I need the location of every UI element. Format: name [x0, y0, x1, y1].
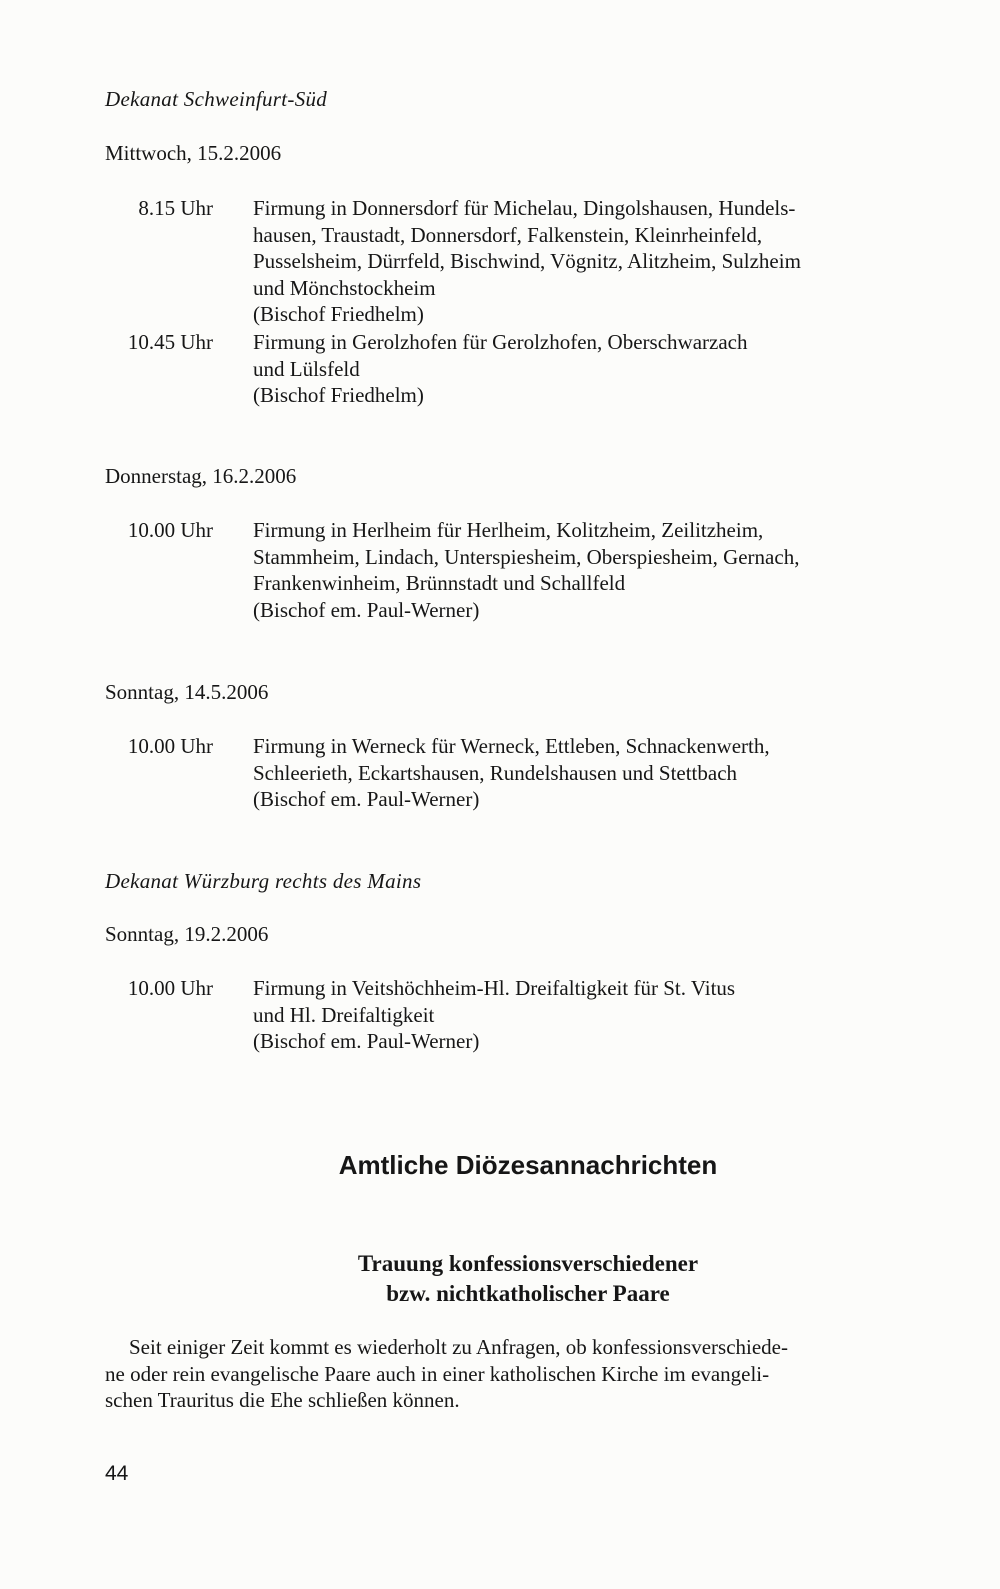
- dekanat-heading-wuerzburg: Dekanat Würzburg rechts des Mains: [105, 869, 422, 893]
- dekanat-heading-schweinfurt-sued: Dekanat Schweinfurt-Süd: [105, 87, 328, 111]
- event-line: hausen, Traustadt, Donnersdorf, Falkenstein, Kleinrheinfeld,: [253, 222, 763, 247]
- event-line: und Mönchstockheim: [253, 275, 436, 300]
- event-line: und Lülsfeld: [253, 356, 360, 381]
- event-line: Firmung in Werneck für Werneck, Ettleben, Schnackenwerth,: [253, 734, 770, 758]
- date-heading: Sonntag, 19.2.2006: [105, 922, 269, 946]
- event-time: 10.00 Uhr: [127, 518, 213, 542]
- event-line: Frankenwinheim, Brünnstadt und Schallfeld: [253, 571, 626, 595]
- event-line: Firmung in Veitshöchheim-Hl. Dreifaltigkeit für St. Vitus: [253, 976, 736, 1000]
- event-time: 10.45 Uhr: [127, 330, 213, 354]
- paragraph-line: schen Trauritus die Ehe schließen können.: [105, 1388, 460, 1412]
- event-time: 10.00 Uhr: [127, 976, 213, 1000]
- paragraph-line: ne oder rein evangelische Paare auch in einer katholischen Kirche im evangeli-: [105, 1361, 770, 1386]
- event-line: (Bischof em. Paul-Werner): [253, 1029, 480, 1053]
- article-paragraph: [105, 1334, 955, 1414]
- date-heading: Donnerstag, 16.2.2006: [105, 464, 297, 488]
- event-line: (Bischof Friedhelm): [253, 302, 424, 326]
- article-title-line: bzw. nichtkatholischer Paare: [386, 1281, 670, 1306]
- event-line: Firmung in Donnersdorf für Michelau, Dingolshausen, Hundels-: [253, 196, 796, 220]
- event-line: Firmung in Gerolzhofen für Gerolzhofen, Oberschwarzach: [253, 330, 748, 354]
- article-title-line: Trauung konfessionsverschiedener: [357, 1251, 699, 1276]
- event-time: 10.00 Uhr: [127, 734, 213, 758]
- event-line: Schleerieth, Eckartshausen, Rundelshausen und Stettbach: [253, 760, 738, 785]
- event-time: 8.15 Uhr: [138, 196, 213, 220]
- page-number: 44: [105, 1462, 129, 1485]
- event-line: (Bischof em. Paul-Werner): [253, 787, 480, 811]
- event-line: (Bischof Friedhelm): [253, 383, 424, 407]
- event-line: Firmung in Herlheim für Herlheim, Kolitzheim, Zeilitzheim,: [253, 518, 764, 542]
- section-heading: Amtliche Diözesannachrichten: [338, 1150, 718, 1180]
- paragraph-line: Seit einiger Zeit kommt es wiederholt zu Anfragen, ob konfessionsverschiede-: [129, 1335, 788, 1359]
- date-heading: Sonntag, 14.5.2006: [105, 680, 269, 704]
- event-line: Pusselsheim, Dürrfeld, Bischwind, Vögnitz, Alitzheim, Sulzheim: [253, 249, 801, 273]
- event-line: Stammheim, Lindach, Unterspiesheim, Oberspiesheim, Gernach,: [253, 544, 800, 569]
- date-heading: Mittwoch, 15.2.2006: [105, 141, 282, 165]
- event-line: und Hl. Dreifaltigkeit: [253, 1002, 435, 1027]
- event-line: (Bischof em. Paul-Werner): [253, 597, 480, 622]
